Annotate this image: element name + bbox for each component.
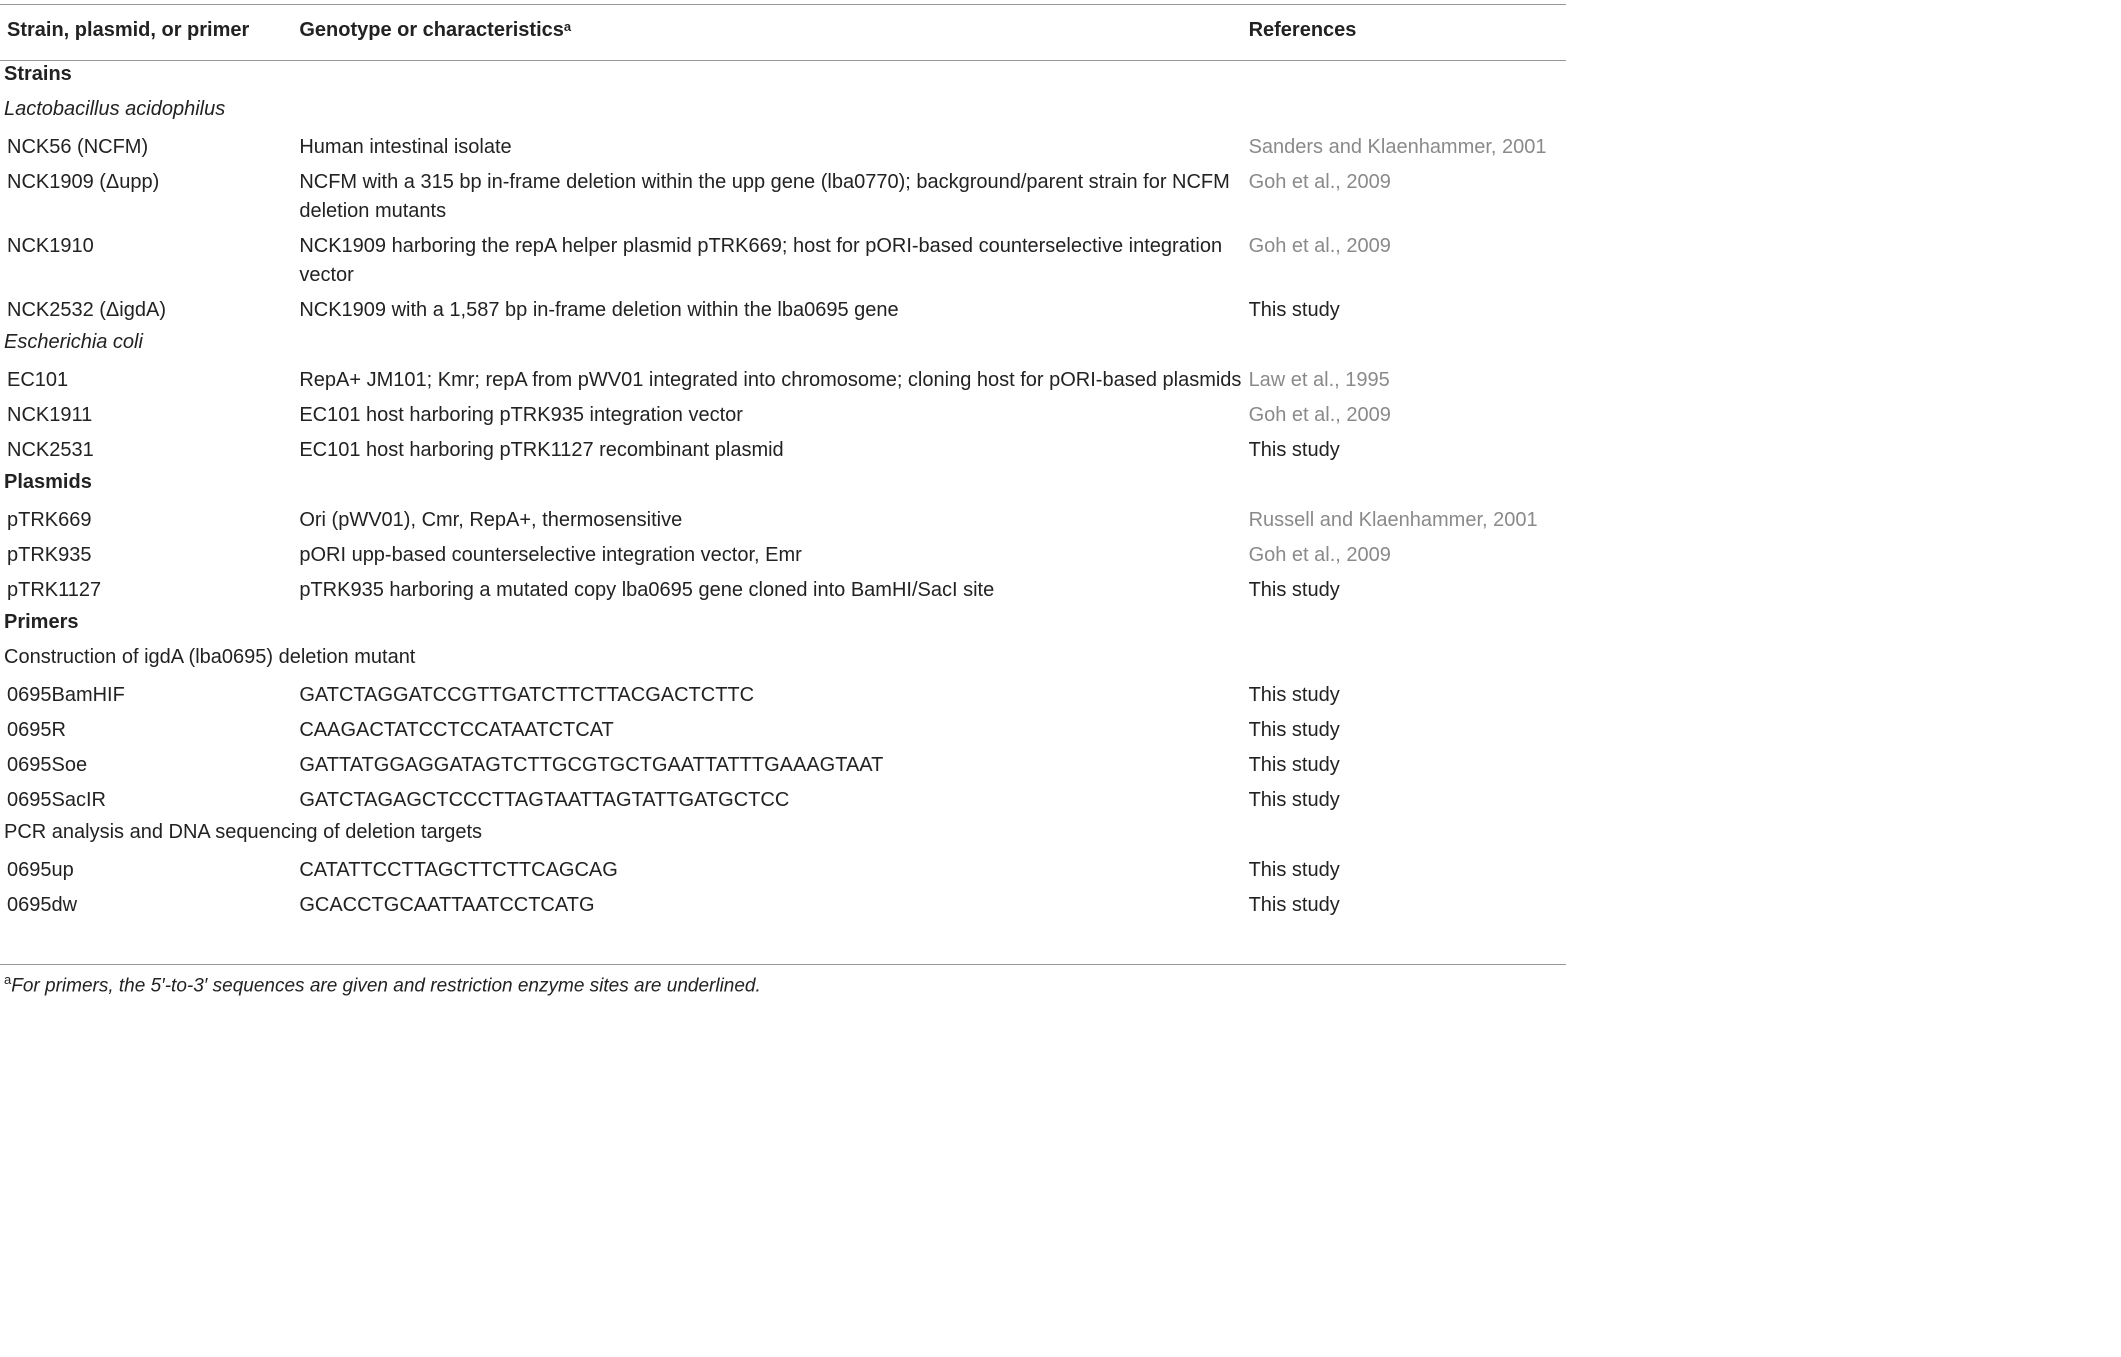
footnote-text: For primers, the 5′-to-3′ sequences are given and restriction enzyme sites are underlined. (11, 975, 761, 997)
row-reference: Law et al., 1995 (1248, 369, 1390, 391)
row-identifier: 0695dw (7, 894, 78, 916)
table-row (0, 853, 1566, 888)
table-row (0, 678, 1566, 713)
group-title: Escherichia coli (4, 331, 143, 353)
table-row (0, 748, 1566, 783)
footnote-mark: a (4, 972, 12, 987)
table-footnote (4, 972, 761, 997)
table-row (0, 165, 1566, 229)
table-row (0, 573, 1566, 608)
row-description: GATTATGGAGGATAGTCTTGCGTGCTGAATTATTTGAAAGTAAT (299, 754, 884, 776)
row-identifier: EC101 (7, 369, 69, 391)
table-row (0, 130, 1566, 165)
table-row (0, 503, 1566, 538)
group-row (0, 95, 1566, 130)
row-identifier: pTRK1127 (7, 579, 102, 601)
table-row (0, 433, 1566, 468)
section-row (0, 60, 1566, 95)
table-body (0, 60, 1566, 923)
header-genotype (299, 0, 1248, 60)
group-title: Construction of igdA (lba0695) deletion mutant (4, 646, 416, 668)
row-description: Human intestinal isolate (299, 136, 512, 158)
row-reference: Goh et al., 2009 (1248, 235, 1391, 257)
row-reference: This study (1248, 684, 1340, 706)
header-rule (0, 60, 1566, 61)
section-title: Primers (4, 611, 79, 633)
table-row (0, 229, 1566, 293)
table-row (0, 783, 1566, 818)
row-identifier: 0695Soe (7, 754, 88, 776)
row-identifier: pTRK935 (7, 544, 92, 566)
header-strain: Strain, plasmid, or primer (7, 19, 250, 41)
row-identifier: NCK2532 (ΔigdA) (7, 299, 166, 321)
row-description: NCK1909 harboring the repA helper plasmid pTRK669; host for pORI-based counterselective integration vector (299, 235, 1223, 286)
table-row (0, 363, 1566, 398)
row-description: CATATTCCTTAGCTTCTTCAGCAG (299, 859, 618, 881)
row-reference: Sanders and Klaenhammer, 2001 (1248, 136, 1547, 158)
row-description: CAAGACTATCCTCCATAATCTCAT (299, 719, 614, 741)
bottom-rule (0, 964, 1566, 965)
row-identifier: pTRK669 (7, 509, 92, 531)
group-title: PCR analysis and DNA sequencing of deletion targets (4, 821, 483, 843)
row-description: GATCTAGGATCCGTTGATCTTCTTACGACTCTTC (299, 684, 755, 706)
group-row (0, 328, 1566, 363)
row-reference: Goh et al., 2009 (1248, 171, 1391, 193)
row-identifier: NCK2531 (7, 439, 94, 461)
header-genotype-footnote-mark: a (563, 19, 572, 34)
table-row (0, 538, 1566, 573)
row-reference: This study (1248, 754, 1340, 776)
table-row (0, 398, 1566, 433)
row-identifier: 0695SacIR (7, 789, 106, 811)
table-row (0, 293, 1566, 328)
table-row (0, 713, 1566, 748)
row-identifier: NCK1909 (Δupp) (7, 171, 160, 193)
row-identifier: NCK56 (NCFM) (7, 136, 149, 158)
row-reference: This study (1248, 789, 1340, 811)
header-row (0, 0, 1566, 60)
row-description: NCFM with a 315 bp in-frame deletion within the upp gene (lba0770); background/parent strain for NCFM deletion mutants (299, 171, 1230, 222)
row-reference: This study (1248, 894, 1340, 916)
row-reference: Goh et al., 2009 (1248, 404, 1391, 426)
row-identifier: NCK1910 (7, 235, 94, 257)
section-row (0, 468, 1566, 503)
row-description: EC101 host harboring pTRK1127 recombinant plasmid (299, 439, 784, 461)
row-description: pTRK935 harboring a mutated copy lba0695 gene cloned into BamHI/SacI site (299, 579, 995, 601)
row-identifier: NCK1911 (7, 404, 93, 426)
row-reference: This study (1248, 859, 1340, 881)
row-description: EC101 host harboring pTRK935 integration vector (299, 404, 743, 426)
group-row (0, 643, 1566, 678)
row-description: Ori (pWV01), Cmr, RepA+, thermosensitive (299, 509, 683, 531)
row-reference: This study (1248, 299, 1340, 321)
row-reference: This study (1248, 439, 1340, 461)
row-reference: This study (1248, 579, 1340, 601)
row-description: NCK1909 with a 1,587 bp in-frame deletion within the lba0695 gene (299, 299, 899, 321)
section-row (0, 608, 1566, 643)
row-reference: Goh et al., 2009 (1248, 544, 1391, 566)
section-title: Strains (4, 63, 72, 85)
row-identifier: 0695BamHIF (7, 684, 125, 706)
header-references: References (1248, 19, 1357, 41)
row-reference: This study (1248, 719, 1340, 741)
group-title: Lactobacillus acidophilus (4, 98, 226, 120)
row-description: RepA+ JM101; Kmr; repA from pWV01 integrated into chromosome; cloning host for pORI-based plasmids (299, 369, 1242, 391)
row-description: GCACCTGCAATTAATCCTCATG (299, 894, 595, 916)
header-genotype-label: Genotype or characteristics (299, 19, 564, 41)
row-description: pORI upp-based counterselective integration vector, Emr (299, 544, 802, 566)
row-reference: Russell and Klaenhammer, 2001 (1248, 509, 1538, 531)
row-identifier: 0695up (7, 859, 74, 881)
row-description: GATCTAGAGCTCCCTTAGTAATTAGTATTGATGCTCC (299, 789, 790, 811)
section-title: Plasmids (4, 471, 92, 493)
row-identifier: 0695R (7, 719, 66, 741)
group-row (0, 818, 1566, 853)
table-row (0, 888, 1566, 923)
